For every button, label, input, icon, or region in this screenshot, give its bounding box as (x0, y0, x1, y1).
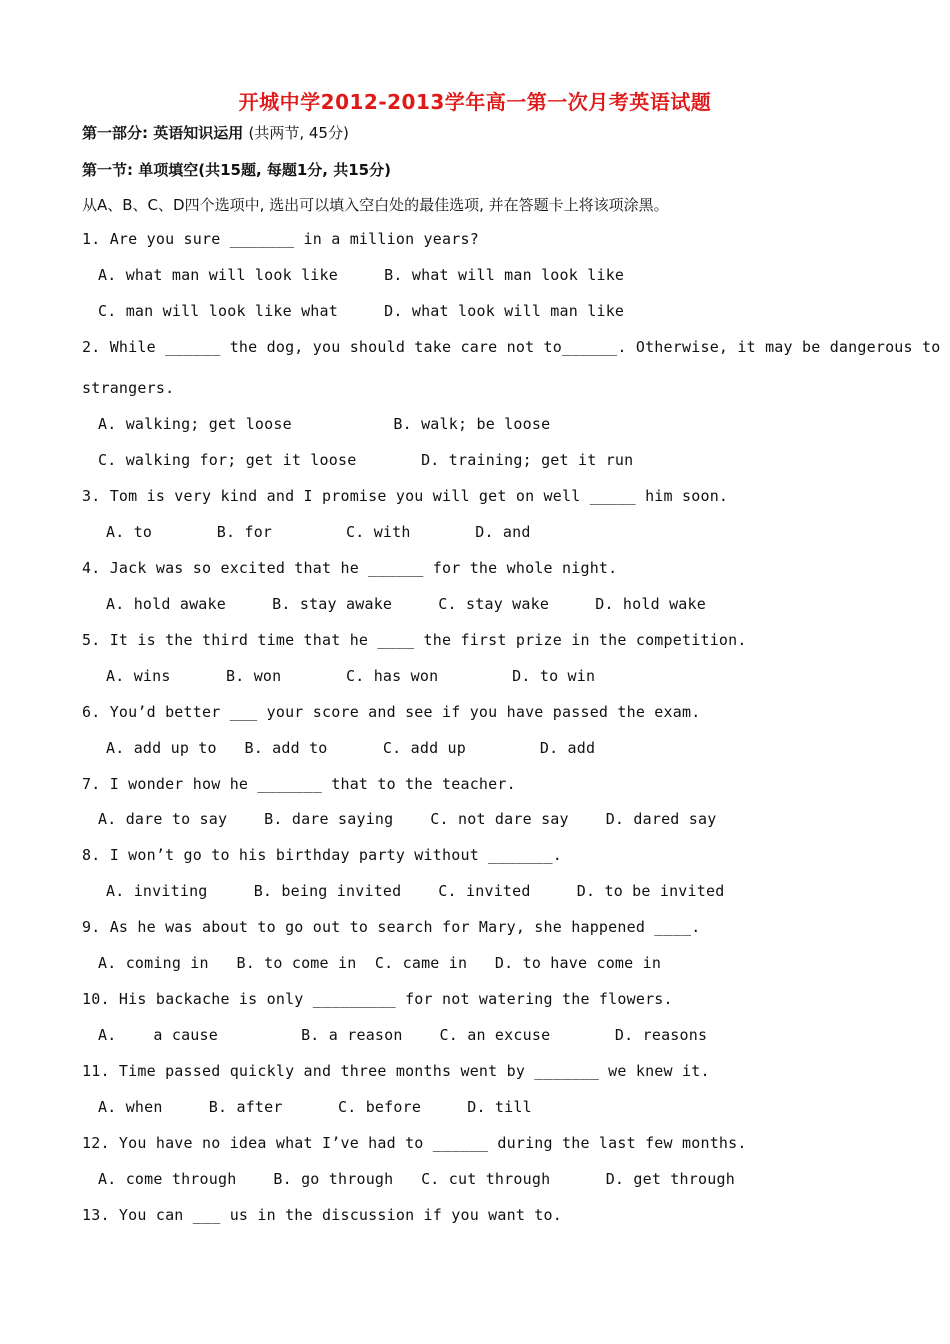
question-options: C. man will look like what D. what look will man like (98, 302, 625, 320)
question-stem: 1. Are you sure _______ in a million years? (82, 230, 479, 248)
question-stem: 3. Tom is very kind and I promise you will get on well _____ him soon. (82, 487, 729, 505)
question-stem: 5. It is the third time that he ____ the first prize in the competition. (82, 631, 747, 649)
question-options: A. inviting B. being invited C. invited D. to be invited (106, 882, 725, 900)
question-stem: 12. You have no idea what I’ve had to ______ during the last few months. (82, 1134, 747, 1152)
question-stem-continued: strangers. (82, 379, 175, 397)
question-options: A. to B. for C. with D. and (106, 523, 531, 541)
question-options: A. hold awake B. stay awake C. stay wake D. hold wake (106, 595, 706, 613)
question-options: A. coming in B. to come in C. came in D. to have come in (98, 954, 662, 972)
instructions: 从A、B、C、D四个选项中, 选出可以填入空白处的最佳选项, 并在答题卡上将该项涂黑。 (82, 196, 669, 214)
part-label: 第一部分: 英语知识运用 (82, 124, 244, 142)
question-options: A. dare to say B. dare saying C. not dare say D. dared say (98, 810, 717, 828)
question-stem: 6. You’d better ___ your score and see if you have passed the exam. (82, 703, 701, 721)
question-options: A. when B. after C. before D. till (98, 1098, 532, 1116)
page-title: 开城中学2012-2013学年高一第一次月考英语试题 (238, 90, 712, 114)
question-stem: 10. His backache is only _________ for not watering the flowers. (82, 990, 673, 1008)
question-options: A. add up to B. add to C. add up D. add (106, 739, 596, 757)
question-stem: 8. I won’t go to his birthday party without _______. (82, 846, 562, 864)
section-heading: 第一节: 单项填空(共15题, 每题1分, 共15分) (82, 161, 391, 179)
question-stem: 2. While ______ the dog, you should take care not to______. Otherwise, it may be dangerous to (82, 338, 941, 356)
question-options: A. walking; get loose B. walk; be loose (98, 415, 551, 433)
question-stem: 9. As he was about to go out to search for Mary, she happened ____. (82, 918, 701, 936)
question-stem: 7. I wonder how he _______ that to the teacher. (82, 775, 516, 793)
question-options: A. come through B. go through C. cut through D. get through (98, 1170, 735, 1188)
question-options: C. walking for; get it loose D. training; get it run (98, 451, 634, 469)
question-stem: 4. Jack was so excited that he ______ for the whole night. (82, 559, 618, 577)
question-options: A. a cause B. a reason C. an excuse D. reasons (98, 1026, 708, 1044)
question-options: A. wins B. won C. has won D. to win (106, 667, 596, 685)
part-heading (82, 122, 349, 143)
part-note: (共两节, 45分) (248, 124, 349, 142)
question-stem: 11. Time passed quickly and three months went by _______ we knew it. (82, 1062, 710, 1080)
question-stem: 13. You can ___ us in the discussion if you want to. (82, 1206, 562, 1224)
question-options: A. what man will look like B. what will man look like (98, 266, 625, 284)
